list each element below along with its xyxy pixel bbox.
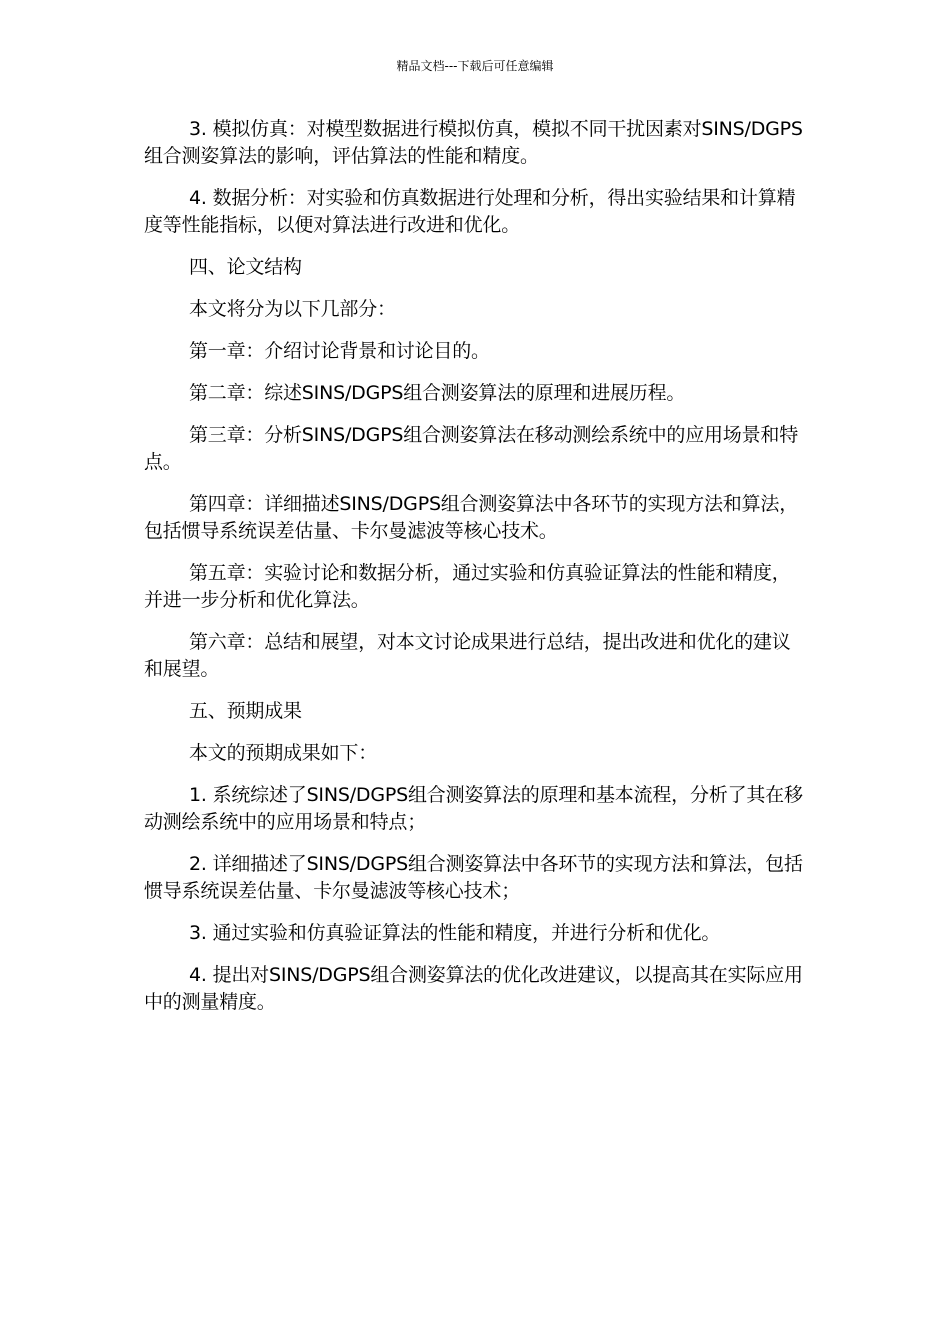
paragraph-chapter-3: 第三章：分析SINS/DGPS组合测姿算法在移动测绘系统中的应用场景和特点。 xyxy=(144,424,799,473)
paragraph-result-2: 2. 详细描述了SINS/DGPS组合测姿算法中各环节的实现方法和算法，包括惯导系统误差估量、卡尔曼滤波等核心技术； xyxy=(144,853,803,902)
paragraph-result-4: 4. 提出对SINS/DGPS组合测姿算法的优化改进建议，以提高其在实际应用中的测量精度。 xyxy=(144,964,803,1013)
page-header: 精品文档---下载后可任意编辑 xyxy=(396,59,554,73)
paragraph-simulation: 3. 模拟仿真：对模型数据进行模拟仿真，模拟不同干扰因素对SINS/DGPS组合测姿算法的影响，评估算法的性能和精度。 xyxy=(144,118,803,167)
paragraph-chapter-1: 第一章：介绍讨论背景和讨论目的。 xyxy=(189,340,490,362)
paragraph-chapter-5: 第五章：实验讨论和数据分析，通过实验和仿真验证算法的性能和精度，并进一步分析和优化算法。 xyxy=(144,562,791,611)
paragraph-results-intro: 本文的预期成果如下： xyxy=(189,742,378,764)
paragraph-chapter-6: 第六章：总结和展望，对本文讨论成果进行总结，提出改进和优化的建议和展望。 xyxy=(144,631,791,680)
paragraph-structure-intro: 本文将分为以下几部分： xyxy=(189,298,396,320)
document-body xyxy=(144,116,804,1031)
paragraph-chapter-2: 第二章：综述SINS/DGPS组合测姿算法的原理和进展历程。 xyxy=(189,382,686,404)
paragraph-chapter-4: 第四章：详细描述SINS/DGPS组合测姿算法中各环节的实现方法和算法，包括惯导系统误差估量、卡尔曼滤波等核心技术。 xyxy=(144,493,799,542)
section-heading-thesis-structure: 四、论文结构 xyxy=(189,256,302,278)
paragraph-data-analysis: 4. 数据分析：对实验和仿真数据进行处理和分析，得出实验结果和计算精度等性能指标，以便对算法进行改进和优化。 xyxy=(144,187,796,236)
paragraph-result-1: 1. 系统综述了SINS/DGPS组合测姿算法的原理和基本流程，分析了其在移动测绘系统中的应用场景和特点； xyxy=(144,784,803,833)
paragraph-result-3: 3. 通过实验和仿真验证算法的性能和精度，并进行分析和优化。 xyxy=(189,922,721,944)
section-heading-expected-results: 五、预期成果 xyxy=(189,700,302,722)
